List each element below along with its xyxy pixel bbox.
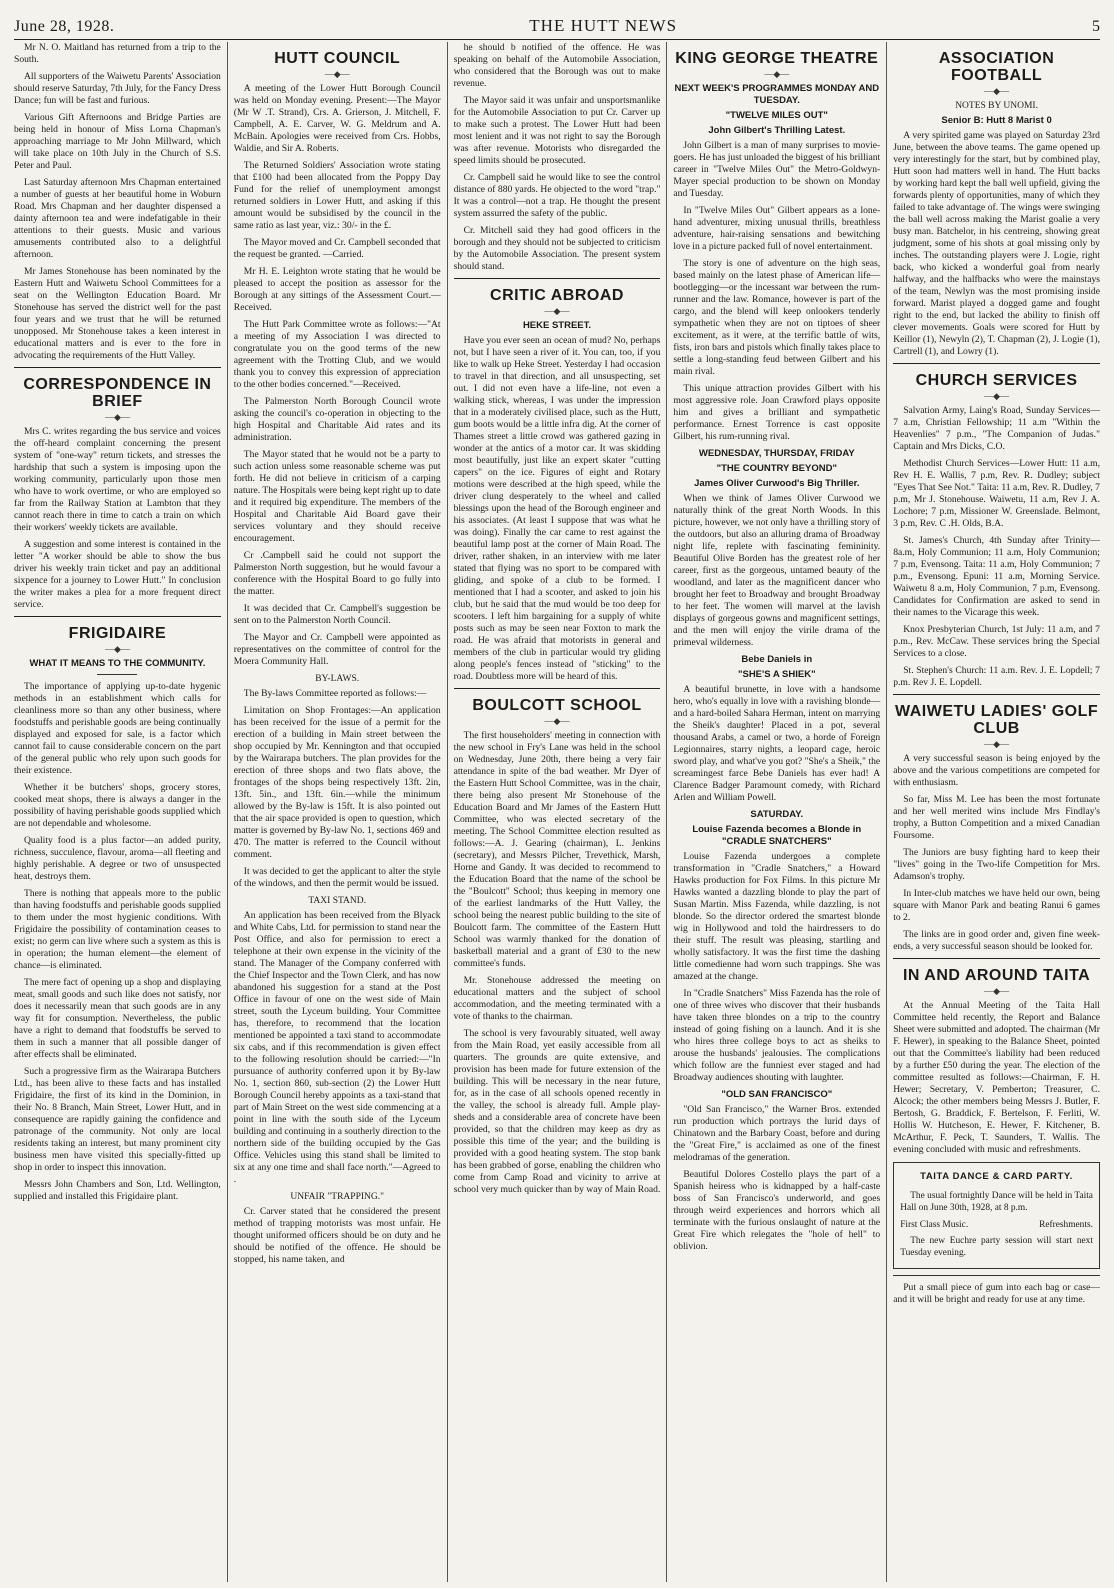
paragraph: Cr .Campbell said he could not support the Palmerston North suggestion, but he would favour a conference with the Hospital Board to go fully into the matter. (233, 550, 441, 597)
advert-title: TAITA DANCE & CARD PARTY. (920, 1171, 1074, 1182)
paragraph: A meeting of the Lower Hutt Borough Council was held on Monday evening. Present:—The Mayor (Mr W .T. Strand), Crs. A. Grierson, J. Mitchell, F. Campbell, A. E. Carver, W. G. Meldrum and A. McBain. Apologies were received from Crs. Hobbs, Waldie, and Sir A. Roberts. (233, 83, 441, 154)
subheading: WEDNESDAY, THURSDAY, FRIDAY (698, 448, 855, 459)
section-rule (893, 363, 1100, 364)
advert-music: First Class Music. (900, 1220, 969, 1230)
paragraph: Mr N. O. Maitland has returned from a trip to the South. (14, 42, 221, 65)
subheading: "TWELVE MILES OUT" (725, 110, 828, 121)
section-rule (893, 694, 1100, 695)
ornament-divider: —◆— (104, 412, 130, 422)
paragraph: he should b notified of the offence. He was speaking on behalf of the Automobile Association, who considered that the Borough was out to make revenue. (453, 42, 661, 89)
paragraph: The story is one of adventure on the high seas, based mainly on the latest phase of American life—bootlegging—or the incessant war between the rum-runner and the law. Romance, however is part of the cargo, and the blend will keep onlookers tenderly sympathetic when they are not on tiptoes of sheer excitement, as it were, at the terrific battle of wits, fists, iron bars and pistols which finally takes place to settle a long-standing feud between Gilbert and his main rival. (673, 258, 881, 377)
section-title-hutt-council: HUTT COUNCIL (274, 50, 401, 67)
paragraph: Cr. Mitchell said they had good officers in the borough and they should not be subjected to criticism by the Automobile Association. The present system should stand. (453, 225, 661, 272)
paragraph: The usual fortnightly Dance will be held in Taita Hall on June 30th, 1928, at 8 p.m. (900, 1191, 1093, 1213)
paragraph: St. James's Church, 4th Sunday after Trinity— 8a.m, Holy Communion; 11 a.m, Holy Communion; 7 p.m, Evensong. Taita: 11 a.m, Holy Communion; 7 p.m., Evensong. Epuni: 11 a.m, Morning Service. Waiwetu 8 a.m, Holy Communion, 7 p.m, Evensong. Candidates for Confirmation are asked to send in their names to the Vicarage this week. (893, 535, 1100, 618)
paragraph: The Hutt Park Committee wrote as follows:—"At a meeting of my Association I was directed to congratulate you on the good terms of the new agreement with the Trotting Club, and we would thank you to convey this expression of appreciation to the other bodies concerned."—Received. (233, 319, 441, 390)
paragraph: The Mayor said it was unfair and unsportsmanlike for the Automobile Association to put Cr. Carver up to make such a protest. The Lower Hutt had been most lenient and it was not right to say the Borough was after revenue. Motorists who disregarded the speed limits should be prosecuted. (453, 95, 661, 166)
subheading: NOTES BY UNOMI. (955, 101, 1038, 111)
paragraph: Last Saturday afternoon Mrs Chapman entertained a number of guests at her beautiful home in Woburn Road. Mrs Chapman and her daughter dispensed a dainty afternoon tea and were indefatigable in their attentions to their guests. Music and various amusements contributed also to a delightful afternoon. (14, 177, 221, 260)
paragraph: Louise Fazenda undergoes a complete transformation in "Cradle Snatchers," a Howard Hawks production for Fox Films. In this picture Mr Hawks wanted a dazzling blonde to play the part of Susan Martin. Miss Fazenda, while dazzling, is not blonde. So the director ordered the smartest blonde wig in Hollywood and told the hairdressers to do their stuff. The result was pleasing, startling and wholly satisfactory. It was the first time the dashing little comedienne had worn such trappings. She was amazed at the change. (673, 851, 881, 982)
subheading: "OLD SAN FRANCISCO" (721, 1089, 833, 1100)
section-title-critic-abroad: CRITIC ABROAD (490, 287, 624, 304)
ornament-divider: —◆— (984, 86, 1010, 96)
columns (14, 42, 1100, 1582)
section-rule (14, 367, 221, 368)
paragraph: The importance of applying up-to-date hygenic methods in an establishment which calls for cleanliness more so than any other business, where foodstuffs and perishable goods are being continually displayed and exposed for sale, is a factor which cannot fail to cause considerable concern on the part of the general public who rely upon such goods for their existence. (14, 681, 221, 776)
column-5 (886, 42, 1100, 1582)
paragraph: Various Gift Afternoons and Bridge Parties are being held in honour of Miss Lorna Chapman's approaching marriage to Mr John Millward, which will take place on 10th July in the Church of S.S. Peter and Paul. (14, 112, 221, 171)
short-rule (97, 674, 137, 675)
subheading: HEKE STREET. (522, 320, 592, 331)
section-title-in-and-around-taita: IN AND AROUND TAITA (902, 967, 1091, 984)
ornament-divider: —◆— (764, 69, 790, 79)
paragraph: The mere fact of opening up a shop and displaying meat, small goods and such like does not satisfy, nor does it necessarily mean that such goods are in any way fit for consumption. Nevertheless, the public have a right to demand that foodstuffs be served to them in such a manner that all possible danger of after effects shall be eliminated. (14, 977, 221, 1060)
subheading: SATURDAY. (750, 809, 804, 820)
separator (893, 1275, 1100, 1276)
subheading: Louise Fazenda becomes a Blonde in "CRADLE SNATCHERS" (692, 824, 862, 847)
column-4 (666, 42, 886, 1582)
section-rule (14, 616, 221, 617)
ornament-divider: —◆— (984, 739, 1010, 749)
paragraph: A beautiful brunette, in love with a handsome hero, who's equally in love with a ravishing blonde—and a hard-boiled Sahara Herman, intent on marrying the Sheik's daughter! Placed in a pot, several thousand Arabs, a camel or two, a horde of Foreign Legionnaires, starry nights, a leopard cage, heroic sword play, and what've you got? "She's a Sheik," the screamingest farce Bebe Daniels has ever had! A Clarence Badger Paramount comedy, with Richard Arlen and William Powell. (673, 684, 881, 803)
paragraph: Cr. Campbell said he would like to see the control distance of 880 yards. He objected to the word "trap." It was a control—not a trap. He thought the present system assurred the safety of the public. (453, 172, 661, 219)
paragraph: The Mayor moved and Cr. Campbell seconded that the request be granted. —Carried. (233, 237, 441, 260)
advert-row (900, 1219, 1093, 1231)
issue-date: June 28, 1928. (14, 18, 115, 35)
paragraph: In Inter-club matches we have held our own, being square with Manor Park and beating Ranui 6 games to 2. (893, 888, 1100, 923)
paragraph: Such a progressive firm as the Wairarapa Butchers Ltd., has been alive to these facts and has installed Frigidaire, the first of its kind in the Dominion, in their No. 8 Branch, Main Street, Lower Hutt, and in consequence are rapidly gaining the confidence and patronage of the community. Not only are local residents taking an interest, but many prominent city business men have visited this specially-fitted up shop in order to inspect this innovation. (14, 1066, 221, 1173)
paragraph: An application has been received from the Blyack and White Cabs, Ltd. for permission to stand near the Post Office, and also for permission to erect a telephone at their own expense in the vicinity of the stand. The Manager of the Company conferred with the Chief Inspector and the Town Clerk, and has now abandoned his suggestion for a stand at the Post Office in favour of one on the west side of Main street, south the Lyceum building. Your Committee has, therefore, to recommend that the location mentioned be appointed a taxi stand to accommodate six cabs, and if this recommendation is given effect to the following resolution should be carried:—"In pursuance of authority conferred upon it by By-law No. 1, section 860, sub-section (2) the Lower Hutt Borough Council hereby appoints as a taxi-stand that part of Main Street on the west side commencing at a point in line with the south side of the Lyceum building and continuing in a southerly direction to the northern side of the building occupied by the Gas Office. Vehicles using this stand shall be limited to six at any one time and shall face north."—Agreed to . (233, 910, 441, 1185)
ornament-divider: —◆— (984, 391, 1010, 401)
subheading: James Oliver Curwood's Big Thriller. (694, 478, 860, 489)
paragraph: Messrs John Chambers and Son, Ltd. Wellington, supplied and installed this Frigidaire plant. (14, 1179, 221, 1202)
section-title-waiwetu-golf: WAIWETU LADIES' GOLF CLUB (895, 703, 1099, 737)
paragraph: The links are in good order and, given fine week-ends, a very successful season should be looked for. (893, 929, 1100, 952)
paragraph: Mrs C. writes regarding the bus service and voices the off-heard complaint concerning the present system of "one-way" return tickets, and stresses the hardship that such a system is imposing upon the working community, particularly upon those men who have to work overtime, or who are employed so far from the Railway Station at Lambton that they cannot reach there in time to catch a train on which their workers' weekly tickets are available. (14, 426, 221, 533)
ornament-divider: —◆— (984, 986, 1010, 996)
subheading: "SHE'S A SHIEK" (737, 669, 816, 680)
paragraph: Cr. Carver stated that he considered the present method of trapping motorists was most unfair. He thought uniformed officers should be on duty and he should be notified of the offence. He should be stopped, his name taken, and (233, 1206, 441, 1265)
paragraph: Limitation on Shop Frontages:—An application has been received for the issue of a permit for the erection of a building in Main street between the shop occupied by Mr. Kennington and that occupied by the Wairarapa butchers. The plan provides for the erection of three shops and two flats above, the frontages of the shops being respectively 13ft. 2in, 13ft. 5in., and 13ft. 6in.—while the minimum allowed by the By-law is 15ft. It is also pointed out that the air space provided is open to question, which matter is governed by By-law No. 1, sections 469 and 470. The matter is referred to the Council without comment. (233, 705, 441, 860)
section-rule (893, 958, 1100, 959)
paragraph: Have you ever seen an ocean of mud? No, perhaps not, but I have seen a river of it. You can, too, if you like to walk up Heke Street. Yesterday I had occasion to travel in that direction, and all unsuspecting, set out. I did not even have a life-line, not even a walking stick, whereas, I was under the impression that in a moderately civilised place, such as the Hutt, gum boots would be a little infra dig. At the corner of Thames street a little crowd was gathered gazing in wonder at the antics of a motor car. It was skidding most beautifully, just like an expert skater "cutting capers" on the ice. Figures of eight and Rotary motions were described at the high speed, while the driver clung desperately to the wheel and called blessings upon the head of the Borough engineer and his associates. (At least I suppose that was what he was doing). Finally the car came to rest against the beautiful lamp post at the corner of Main Road. The driver, rather shaken, in an interview with me later stated that flying was no sport to be compared with gliding, and spoke of a club to be formed. I mentioned that I had a scooter, and asked to join his club, but he said that the mud would be too deep for scooters. I left him bargaining for a supply of white posts such as may be seen near Foxton to mark the road. He was afraid that motorists in general and members of the club in particular would try gliding along people's fences instead of "sticking" to the road. Doubtless more will be heard of this. (453, 335, 661, 682)
paper-name: THE HUTT NEWS (529, 16, 678, 35)
page-number: 5 (1092, 18, 1100, 35)
column-2 (227, 42, 447, 1582)
paragraph: "Old San Francisco," the Warner Bros. extended run production which portrays the lurid days of Chinatown and the Barbary Coast, before and during the "Great Fire," is acclaimed as one of the finest melodramas of the generation. (673, 1104, 881, 1163)
paragraph: A very successful season is being enjoyed by the above and the various competitions are competed for with enthusiasm. (893, 753, 1100, 788)
paragraph: The Mayor and Cr. Campbell were appointed as representatives on the committee of control for the Moera Community Hall. (233, 632, 441, 667)
paragraph: The Mayor stated that he would not be a party to such action unless some reasonable scheme was put forth. He did not believe in criticism of a carping nature. The Hospitals were being kept right up to date and it required big expenditure. The members of the Hospital and Charitable Aid Board gave their services voluntary and they should receive encouragement. (233, 449, 441, 544)
paragraph: In "Twelve Miles Out" Gilbert appears as a lone-hand adventurer, mixing unusual thrills, breathless adventure, hair-raising sensations and bewitching love in a picture packed full of novel entertainment. (673, 205, 881, 252)
paragraph: So far, Miss M. Lee has been the most fortunate and her well merited wins include Mrs Findlay's trophy, a Button Competition and a mixed Canadian Foursome. (893, 794, 1100, 841)
section-title-correspondence: CORRESPONDENCE IN BRIEF (23, 376, 212, 410)
paragraph: A suggestion and some interest is contained in the letter "A worker should be able to show the bus driver his weekly train ticket and pay an additional sixpence for a journey to Lower Hutt." In conclusion the writer makes a plea for a more frequent direct service. (14, 539, 221, 610)
subheading: BY-LAWS. (315, 674, 360, 684)
paragraph: Methodist Church Services—Lower Hutt: 11 a.m, Rev H. E. Wallis, 7 p.m, Rev. R. Dudley; subject "Eyes That See Not." Taita: 11 a.m, Rev. R. Dudley, 7 p.m, Mr J. Stonehouse. Waiwetu, 11 a.m, Rev J. A. Lochore; 7 p.m, Missioner W. Greenslade. Belmont, 3 p.m, Rev. C .H. Olds, B.A. (893, 458, 1100, 529)
paragraph: The By-laws Committee reported as follows:— (243, 688, 427, 699)
paragraph: The new Euchre party session will start next Tuesday evening. (900, 1236, 1093, 1258)
subheading: NEXT WEEK'S PROGRAMMES MONDAY AND TUESDAY. (674, 83, 880, 106)
paragraph: It was decided to get the applicant to alter the style of the windows, and then the permit would be issued. (233, 866, 441, 889)
column-3 (447, 42, 667, 1582)
advert-box (893, 1162, 1100, 1269)
paragraph: All supporters of the Waiwetu Parents' Association should reserve Saturday, 7th July, for the Fancy Dress Dance; fun will be fast and furious. (14, 71, 221, 106)
section-title-church-services: CHURCH SERVICES (915, 372, 1078, 389)
advert-refreshments: Refreshments. (1039, 1220, 1093, 1230)
ornament-divider: —◆— (544, 306, 570, 316)
paragraph: Mr James Stonehouse has been nominated by the Eastern Hutt and Waiwetu School Committees for a seat on the Wellington Education Board. Mr Stonehouse has served the district well for the past four years and we trust that he will be returned unopposed. Mr Stonehouse takes a keen interest in educational matters and is ever to the fore in advocating the requirements of the Hutt Valley. (14, 266, 221, 361)
paragraph: Mr H. E. Leighton wrote stating that he would be pleased to accept the position as assessor for the Borough at any sittings of the Assessment Court.—Received. (233, 266, 441, 313)
section-rule (454, 688, 661, 689)
paragraph: Salvation Army, Laing's Road, Sunday Services—7 a.m, Christian Fellowship; 11 a.m "Within the Heavenlies" 7 p.m., "The Companion of Judas." Captain and Mrs Dicks, C.O. (893, 405, 1100, 452)
paragraph: The Returned Soldiers' Association wrote stating that £100 had been allocated from the Poppy Day Fund for the relief of unemployment amongst returned soldiers in Lower Hutt, and asking if this amount would be subsidised by the council in the same ratio as last year, viz.: 30/- in the £. (233, 160, 441, 231)
paragraph: The first householders' meeting in connection with the new school in Fry's Lane was held in the school on Wednesday, June 20th, there being a very fair attendance in spite of the bad weather. Mr Dyer of the Eastern Hutt School Committee, was in the chair, there being also present Mr Stonehouse of the Education Board and Mr James of the Eastern Hutt Committee, who was elected secretary of the meeting. The School Committee election resulted as follows:—A. J. Gearing (chairman), L. Jenkins (secretary), and Messrs Pilcher, Trevethick, Marsh, Horne and Gandy. It was decided to recommend to the Education Board that the name of the school be the "Boulcott" School; thus keeping in memory one of the earliest landmarks of the Hutt Valley, the school being the nearest public building to the site of Boulcott farm. The committee of the Eastern Hutt School was warmly thanked for the donation of basketball material and a grant of £30 to the new committee's funds. (453, 730, 661, 969)
subheading: UNFAIR "TRAPPING." (290, 1192, 384, 1202)
section-title-association-football: ASSOCIATION FOOTBALL (938, 50, 1055, 84)
subheading: Bebe Daniels in (741, 654, 813, 665)
paragraph: Whether it be butchers' shops, grocery stores, cooked meat shops, there is always a danger in the possibility of having perishable goods supplied which are not dependable and wholesome. (14, 782, 221, 829)
subheading: Senior B: Hutt 8 Marist 0 (941, 115, 1052, 126)
paragraph: There is nothing that appeals more to the public than having foodstuffs and perishable goods supplied to them under the most hygienic conditions. With Frigidaire the possibility of contamination ceases to exist; no germ can live where such a system as this is in operation; the human element—the element of chance—is eliminated. (14, 888, 221, 971)
section-rule (454, 278, 661, 279)
ornament-divider: —◆— (324, 69, 350, 79)
ornament-divider: —◆— (544, 716, 570, 726)
paragraph: Knox Presbyterian Church, 1st July: 11 a.m, and 7 p.m., Rev. McCaw. These services bring the Special Services to a close. (893, 624, 1100, 659)
paragraph: Beautiful Dolores Costello plays the part of a Spanish heiress who is kidnapped by a half-caste boss of San Francisco's underworld, and goes through weird experiences and horrors which all terminate with the furious onslaught of nature at the Great Fire which relegates the "hole of hell" to oblivion. (673, 1169, 881, 1252)
paragraph: At the Annual Meeting of the Taita Hall Committee held recently, the Report and Balance Sheet were submitted and adopted. The chairman (Mr F. Hewer), in speaking to the Balance Sheet, pointed out that the Committee's liability had been reduced by a further £50 during the year. The election of the committee resulted as follows:—Chairman, F. H. Hewer; Secretary, V. Pemberton; Treasurer, C. Alcock; the other members being Messrs J. Butler, F. Bertosh, G. Braddick, F. Bertelson, F. Ferliti, W. Hollis W. Hutcheson, E. Hewer, F. Kitchener, B. McArthur, F. Peck, T. Saunders, T. Wallis. The evening concluded with music and refreshments. (893, 1000, 1100, 1155)
paragraph: It was decided that Cr. Campbell's suggestion be sent on to the Palmerston North Council. (233, 603, 441, 626)
paragraph: Mr. Stonehouse addressed the meeting on educational matters and the subject of school accommodation, and the meeting terminated with a vote of thanks to the chairman. (453, 975, 661, 1022)
paragraph: The Juniors are busy fighting hard to keep their "lives" going in the Two-life Competition for Mrs. Adamson's trophy. (893, 847, 1100, 882)
paragraph: A very spirited game was played on Saturday 23rd June, between the above teams. The game opened up very interestingly for the start, but by combined play, Hutt soon had matters well in hand. The Hutt backs by working hard kept the ball well upfield, giving the forwards plenty of opportunities, many of which they failed to take advantage of. The wings were swinging the ball well across making the Marist goalie a very busy man. Batchelor, in his centreing, showing great judgment, some of his shots at goal missing only by inches. The outstanding players were J. Logie, right back, who kicked a wonderful goal from nearly halfway, and the halfbacks who were the mainstays of the team, Newlyn was the most promising inside forward. Marist played a dogged game and fought right to the end, but lacked the ability to finish off clever movements. Goals were scored for Hutt by Keillor (1), Newyln (2), T. Chapman (2), J. Logie (1), Cartrell (1), and Lowry (1). (893, 130, 1100, 357)
masthead (14, 6, 1100, 40)
paragraph: Put a small piece of gum into each bag or case—and it will be bright and ready for use at any time. (893, 1282, 1100, 1305)
paragraph: Quality food is a plus factor—an added purity, richness, succulence, flavour, aroma—all fleeting and highly perishable. A degree or two of unsuspected heat, destroys them. (14, 835, 221, 882)
section-title-king-george-theatre: KING GEORGE THEATRE (675, 50, 879, 67)
paragraph: When we think of James Oliver Curwood we naturally think of the great North Woods. In this picture, however, we not only have a thrilling story of the outdoors, but also an alluring drama of Broadway night life, replete with fascinating femininity. Beautiful Olive Borden has the greatest role of her career, first as the gorgeous, untamed beauty of the woodland, and later as the magnificent dancer who brought her feet to Broadway and brought Broadway to her feet. The women will marvel at the lavish displays of gorgeous gowns and magnificent settings, and the men will enjoy the virile drama of the primeval wilderness. (673, 493, 881, 648)
ornament-divider: —◆— (104, 644, 130, 654)
column-1 (14, 42, 227, 1582)
paragraph: John Gilbert is a man of many surprises to movie-goers. He has just unloaded the biggest of his brilliant career in "Twelve Miles Out" the Metro-Goldwyn-Mayer special production to be shown on Monday and Tuesday. (673, 140, 881, 199)
section-title-boulcott-school: BOULCOTT SCHOOL (472, 697, 642, 714)
subheading: WHAT IT MEANS TO THE COMMUNITY. (29, 658, 206, 669)
subheading: John Gilbert's Thrilling Latest. (708, 125, 846, 136)
paragraph: The Palmerston North Borough Council wrote asking the council's co-operation in objecting to the high Hospital and Charitable Aid rates and its administration. (233, 396, 441, 443)
subheading: TAXI STAND. (308, 896, 366, 906)
subheading: "THE COUNTRY BEYOND" (716, 463, 837, 474)
paragraph: This unique attraction provides Gilbert with his most aggressive role. Joan Crawford plays opposite him and gives a brilliant and sympathetic performance. Ernest Torrence is cast opposite Gilbert, his rum-running rival. (673, 383, 881, 442)
section-title-frigidaire: FRIGIDAIRE (68, 625, 167, 642)
paragraph: In "Cradle Snatchers" Miss Fazenda has the role of one of three wives who discover that their husbands have taken three blondes on a trip to the country instead of going fishing on a launch. And it is she who hires three college boys to act as sheiks to arouse the husbands' jealousies. The complications which follow are the funniest ever staged and had Broadway audiences shouting with laughter. (673, 988, 881, 1083)
paragraph: The school is very favourably situated, well away from the Main Road, yet easily accessible from all quarters. The grounds are quite extensive, and provision has been made for future extension of the building. This will be necessary in the near future, for, as in the case of all schools opened recently in the valley, the school is already full. Ample play-sheds and a considerable area of concrete have been provided, so that the children may keep as dry as possible this time of the year; and the building is provided with a good heating system. The stop bank has been grabbed of gorse, enabling the children who come from Camp Road and vicinity to arrive at school very much quicker than by way of Main Road. (453, 1028, 661, 1195)
paragraph: St. Stephen's Church: 11 a.m. Rev. J. E. Lopdell; 7 p.m. Rev J. E. Lopdell. (893, 665, 1100, 688)
